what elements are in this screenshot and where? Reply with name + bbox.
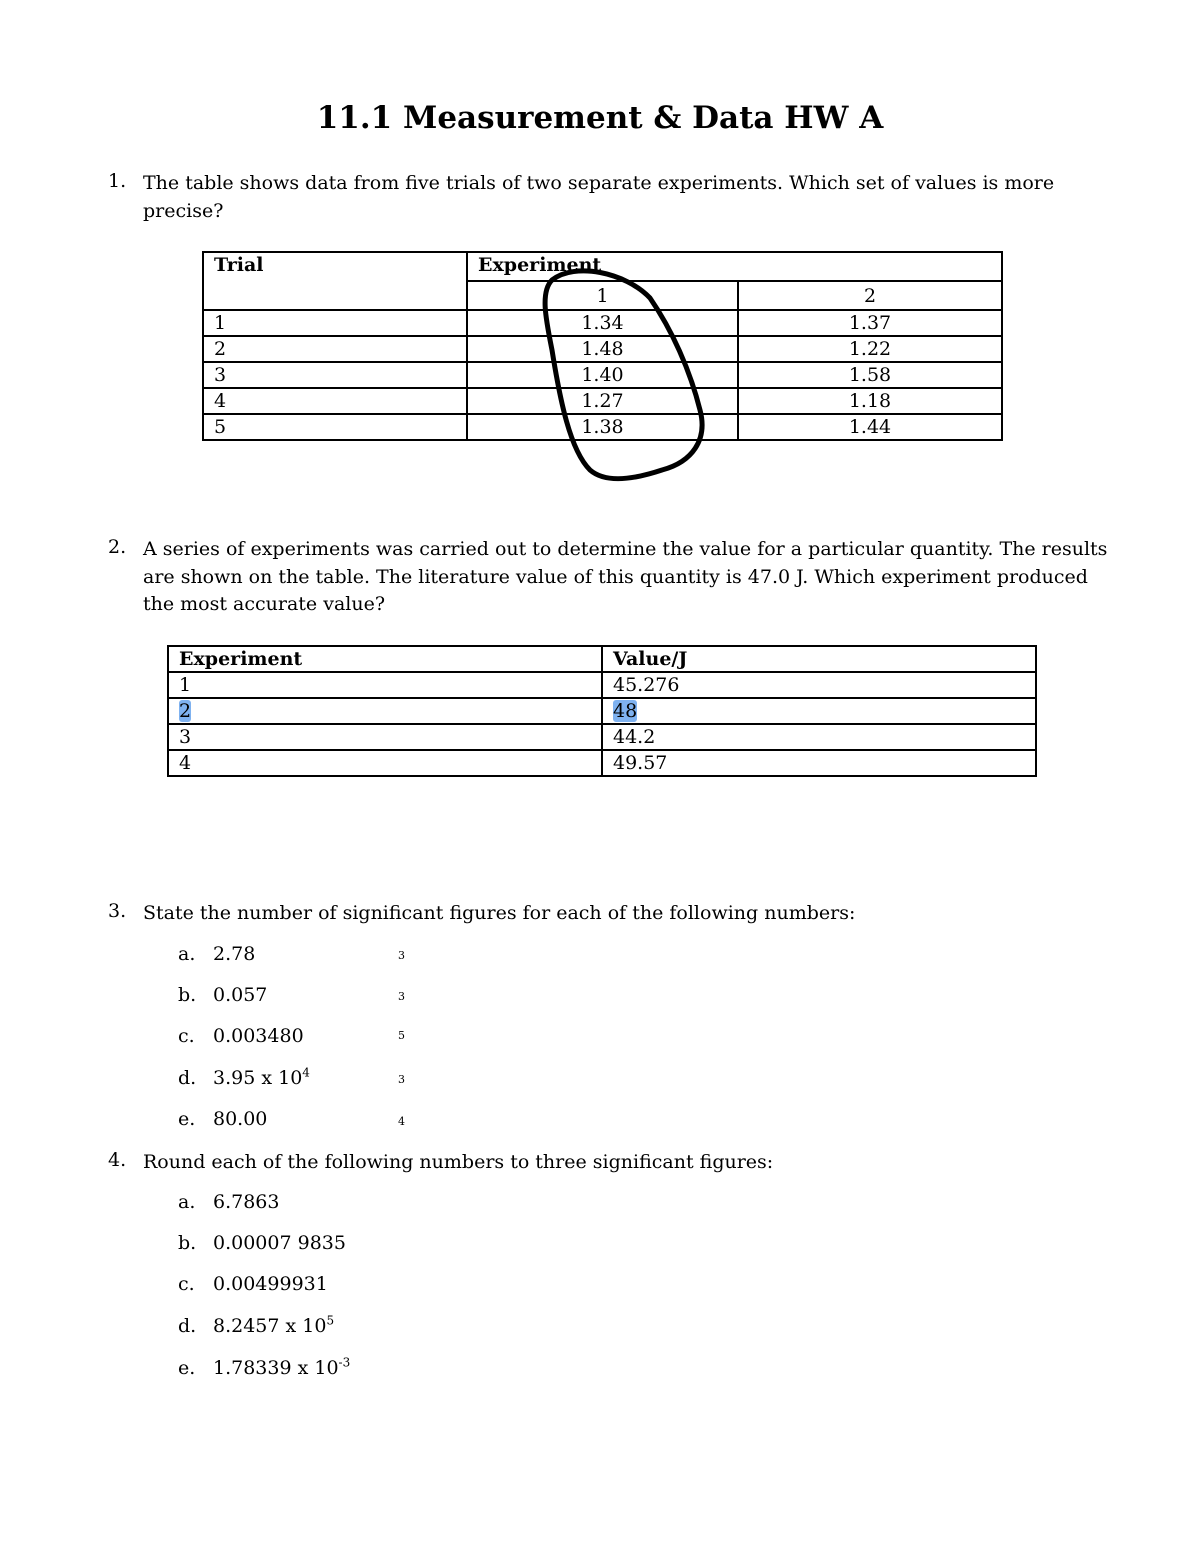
trial-cell: 1	[203, 310, 467, 336]
table-row	[203, 310, 1002, 336]
experiment-cell: 1	[168, 672, 602, 698]
list-item-letter: c.	[178, 1273, 195, 1295]
page-title: 11.1 Measurement & Data HW A	[316, 100, 884, 136]
value-cell: 45.276	[602, 672, 1036, 698]
handwritten-answer: 3	[398, 949, 405, 962]
precision-table	[202, 251, 1003, 441]
handwritten-answer: 3	[398, 990, 405, 1003]
value-base: 1.78339 x 10	[213, 1357, 339, 1379]
experiment-2-header: 2	[738, 281, 1002, 310]
list-item-letter: b.	[178, 1232, 197, 1254]
list-item-value: 80.00	[213, 1108, 268, 1130]
experiment-1-cell: 1.27	[467, 388, 738, 414]
experiment-column-header: Experiment	[168, 646, 602, 672]
table-row	[203, 388, 1002, 414]
experiment-1-cell: 1.34	[467, 310, 738, 336]
value-exponent: -3	[338, 1355, 351, 1370]
trial-cell: 2	[203, 336, 467, 362]
list-item-letter: e.	[178, 1357, 196, 1379]
list-item-value: 0.00007 9835	[213, 1232, 346, 1254]
handwritten-answer: 3	[398, 1073, 405, 1086]
trial-cell: 3	[203, 362, 467, 388]
accuracy-table	[167, 645, 1037, 777]
highlighted-value-cell: 48	[613, 700, 638, 722]
question-3-text: State the number of significant figures for each of the following numbers:	[143, 902, 856, 924]
list-item-value: 0.00499931	[213, 1273, 328, 1295]
question-4-text: Round each of the following numbers to three significant figures:	[143, 1151, 774, 1173]
question-1-text: The table shows data from five trials of two separate experiments. Which set of values is more precise?	[143, 172, 1055, 222]
list-item-letter: c.	[178, 1025, 195, 1047]
value-column-header: Value/J	[602, 646, 1036, 672]
handwritten-answer: 5	[398, 1029, 405, 1042]
list-item-letter: d.	[178, 1067, 197, 1089]
list-item-letter: a.	[178, 1191, 196, 1213]
experiment-cell: 3	[168, 724, 602, 750]
list-item-letter: a.	[178, 943, 196, 965]
experiment-1-cell: 1.38	[467, 414, 738, 440]
experiment-header: Experiment	[467, 252, 1002, 281]
experiment-cell: 4	[168, 750, 602, 776]
table-row	[168, 724, 1036, 750]
question-3-number: 3.	[108, 900, 127, 922]
value-exponent: 5	[326, 1313, 335, 1328]
question-4-number: 4.	[108, 1149, 127, 1171]
question-1-number: 1.	[108, 170, 127, 192]
list-item-letter: d.	[178, 1315, 197, 1337]
experiment-2-cell: 1.37	[738, 310, 1002, 336]
highlighted-experiment-cell: 2	[179, 700, 192, 722]
list-item-value: 0.057	[213, 984, 268, 1006]
table-row	[203, 414, 1002, 440]
experiment-1-cell: 1.48	[467, 336, 738, 362]
list-item-value: 2.78	[213, 943, 256, 965]
list-item-value	[213, 1315, 334, 1337]
table-row	[168, 672, 1036, 698]
list-item-value	[213, 1067, 310, 1089]
trial-cell: 5	[203, 414, 467, 440]
value-cell: 44.2	[602, 724, 1036, 750]
list-item-value: 0.003480	[213, 1025, 304, 1047]
question-2-number: 2.	[108, 536, 127, 558]
list-item-letter: e.	[178, 1108, 196, 1130]
experiment-2-cell: 1.58	[738, 362, 1002, 388]
table-row	[203, 336, 1002, 362]
value-cell: 49.57	[602, 750, 1036, 776]
handwritten-answer: 4	[398, 1115, 405, 1128]
table-row	[168, 750, 1036, 776]
experiment-2-cell: 1.44	[738, 414, 1002, 440]
experiment-2-cell: 1.22	[738, 336, 1002, 362]
question-2-text: A series of experiments was carried out to determine the value for a particular quantity. The results are shown on the table. The literature value of this quantity is 47.0 J. Which experiment produced the most accurate value?	[143, 538, 1108, 615]
trial-cell: 4	[203, 388, 467, 414]
value-exponent: 4	[302, 1065, 310, 1080]
table-row	[203, 362, 1002, 388]
table-row	[168, 698, 1036, 724]
list-item-letter: b.	[178, 984, 197, 1006]
trial-header: Trial	[203, 252, 467, 310]
experiment-1-cell: 1.40	[467, 362, 738, 388]
value-base: 3.95 x 10	[213, 1067, 303, 1089]
list-item-value: 6.7863	[213, 1191, 280, 1213]
value-base: 8.2457 x 10	[213, 1315, 327, 1337]
experiment-1-header: 1	[467, 281, 738, 310]
list-item-value	[213, 1357, 350, 1379]
experiment-2-cell: 1.18	[738, 388, 1002, 414]
